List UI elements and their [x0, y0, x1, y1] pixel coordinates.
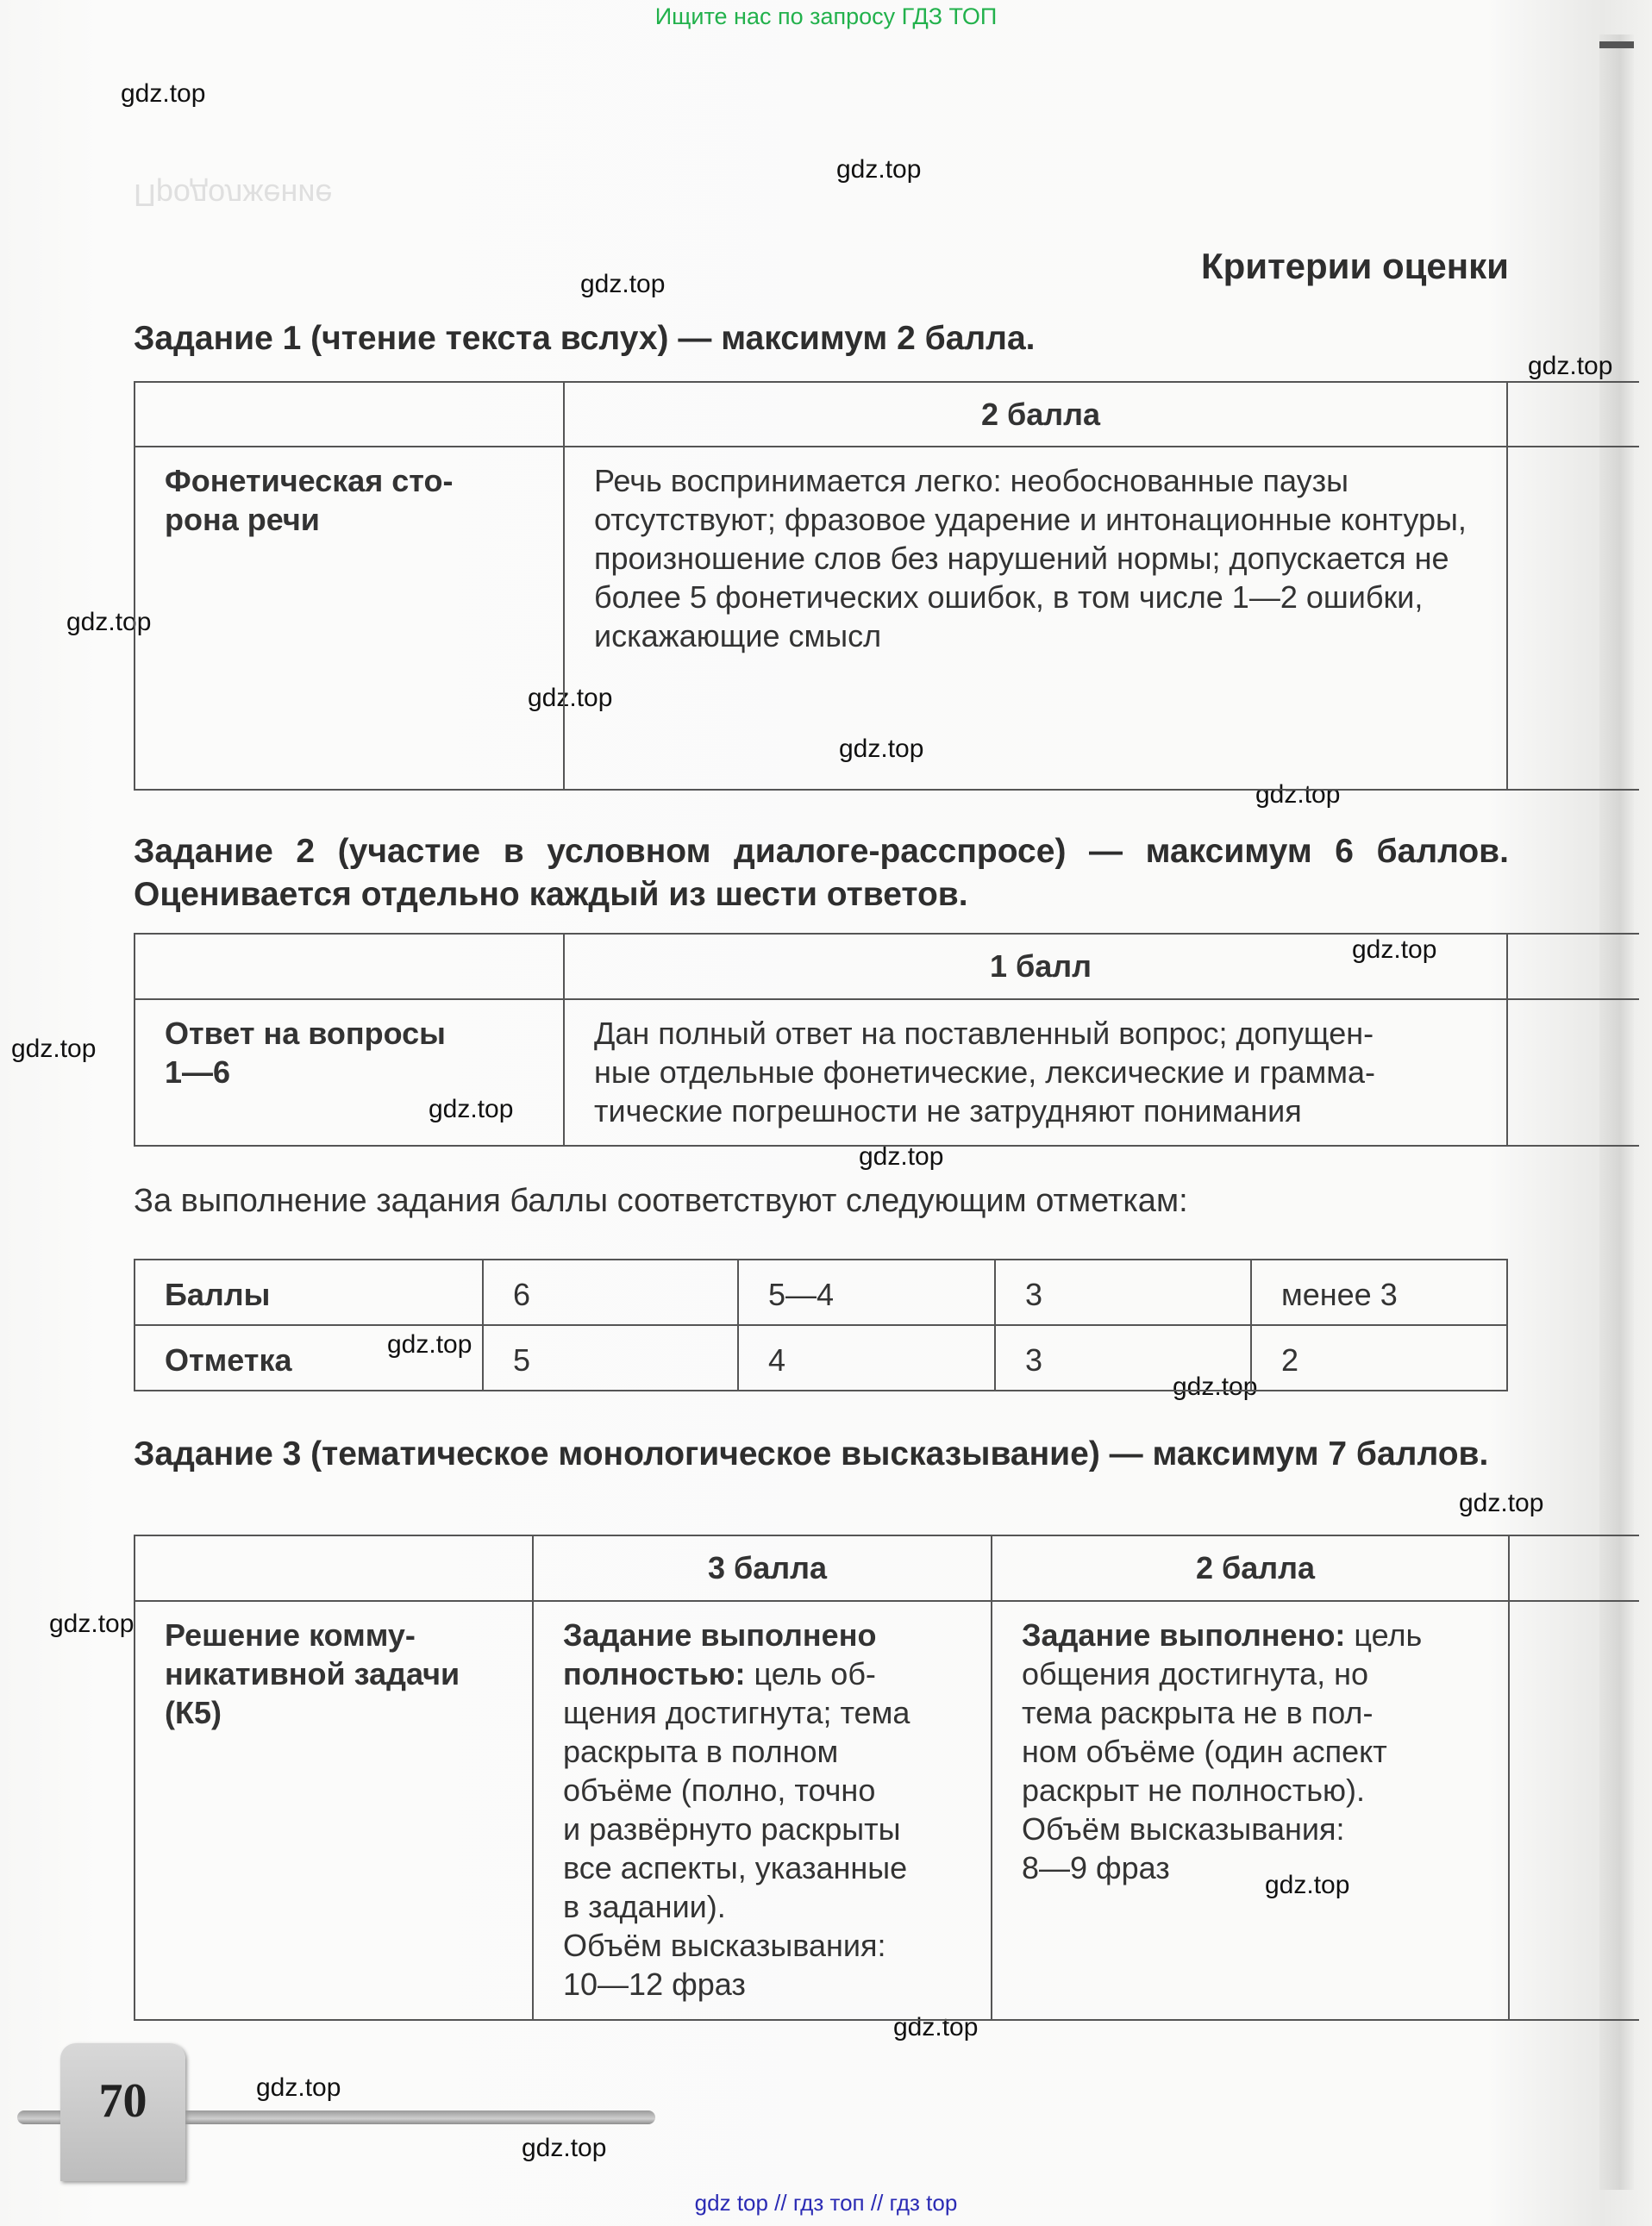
task1-header-empty: [135, 382, 564, 447]
task2-title: Задание 2 (участие в условном диалоге-расспросе) — максимум 6 баллов. Оценивается отдельно каждый из шести ответов.: [134, 833, 1509, 913]
scores-cell: менее 3: [1251, 1260, 1507, 1325]
watermark: gdz.top: [1459, 1489, 1544, 1517]
watermark: gdz.top: [49, 1610, 135, 1638]
task2-header-edge: [1507, 934, 1639, 999]
page-number: 70: [98, 2074, 147, 2128]
watermark: gdz.top: [429, 1095, 514, 1123]
scores-cell: 3: [995, 1260, 1251, 1325]
task3-header-3: 3 балла: [533, 1535, 992, 1601]
task3-table: [134, 1535, 1639, 2021]
grade-cell: 5: [483, 1325, 738, 1391]
scores-row-label-points: Баллы: [135, 1260, 483, 1325]
task3-col-2: [992, 1601, 1509, 2020]
task3-col-3-bold: Задание выполнено полностью:: [563, 1617, 877, 1691]
bottom-banner: gdz top // гдз топ // гдз top: [694, 2190, 958, 2216]
task1-title: Задание 1 (чтение текста вслух) — максимум 2 балла.: [134, 320, 1036, 357]
task3-title: Задание 3 (тематическое монологическое высказывание) — максимум 7 баллов.: [134, 1435, 1489, 1473]
task3-col-3: [533, 1601, 992, 2020]
watermark: gdz.top: [1528, 352, 1613, 380]
scores-table: [134, 1259, 1508, 1391]
grade-cell: 4: [738, 1325, 995, 1391]
watermark: gdz.top: [836, 155, 922, 184]
watermark: gdz.top: [1265, 1871, 1350, 1899]
task2-edge: [1507, 999, 1639, 1146]
task3-col-2-bold: Задание выполнено:: [1022, 1617, 1346, 1653]
watermark: gdz.top: [580, 270, 666, 298]
scores-intro: За выполнение задания баллы соответствуют следующим отметкам:: [134, 1183, 1188, 1219]
watermark: gdz.top: [528, 684, 613, 712]
task1-text: Речь воспринимается легко: необоснованные паузы отсутствуют; фразовое ударение и интонационные контуры, произношение слов без нарушений нормы; допускается не более 5 фонетических ошибок, в том числе 1—2 ошибки, искажающие смысл: [564, 447, 1507, 790]
watermark: gdz.top: [11, 1035, 97, 1063]
task2-header: 1 балл: [564, 934, 1507, 999]
watermark: gdz.top: [839, 735, 924, 763]
watermark: gdz.top: [893, 2013, 979, 2042]
watermark: gdz.top: [256, 2073, 341, 2102]
task3-header-2: 2 балла: [992, 1535, 1509, 1601]
watermark: gdz.top: [859, 1142, 944, 1171]
watermark: gdz.top: [1255, 780, 1341, 809]
task1-header-edge: [1507, 382, 1639, 447]
watermark: gdz.top: [66, 608, 152, 636]
task3-header-edge: [1509, 1535, 1639, 1601]
task3-col-2-text: цель общения достигнута, но тема раскрыта не в пол- ном объёме (один аспект раскрыт не полностью). Объём высказывания: 8—9 фраз: [1022, 1617, 1423, 1885]
watermark: gdz.top: [121, 79, 206, 108]
task3-header-empty: [135, 1535, 533, 1601]
task2-table: [134, 933, 1639, 1147]
watermark: gdz.top: [1173, 1372, 1258, 1401]
task1-header: 2 балла: [564, 382, 1507, 447]
page-edge-mark: [1599, 41, 1634, 48]
task2-text: Дан полный ответ на поставленный вопрос; допущен- ные отдельные фонетические, лексические и граммa- тические погрешности не затрудняют понимания: [564, 999, 1507, 1146]
task3-label: Решение комму- никативной задачи (К5): [135, 1601, 533, 2020]
bleed-through-text: Продолжение: [134, 178, 333, 213]
task1-table: [134, 381, 1639, 791]
scores-row-label-grade: Отметка: [135, 1325, 483, 1391]
scores-cell: 5—4: [738, 1260, 995, 1325]
task3-col-3-text: цель об- щения достигнута; тема раскрыта в полном объёме (полно, точно и развёрнуто раскрыты все аспекты, указанные в задании). Объём высказывания: 10—12 фраз: [563, 1656, 910, 2002]
criteria-heading: Критерии оценки: [1200, 246, 1509, 286]
grade-cell: 2: [1251, 1325, 1507, 1391]
watermark: gdz.top: [522, 2134, 607, 2162]
task1-edge: [1507, 447, 1639, 790]
watermark: gdz.top: [1352, 935, 1437, 964]
task3-edge: [1509, 1601, 1639, 2020]
watermark: gdz.top: [387, 1330, 472, 1359]
task2-header-empty: [135, 934, 564, 999]
scores-cell: 6: [483, 1260, 738, 1325]
task2-label: Ответ на вопросы 1—6: [135, 999, 564, 1146]
task1-label: Фонетическая сто- рона речи: [135, 447, 564, 790]
top-banner: Ищите нас по запросу ГДЗ ТОП: [654, 3, 998, 29]
grade-cell: 3: [995, 1325, 1251, 1391]
